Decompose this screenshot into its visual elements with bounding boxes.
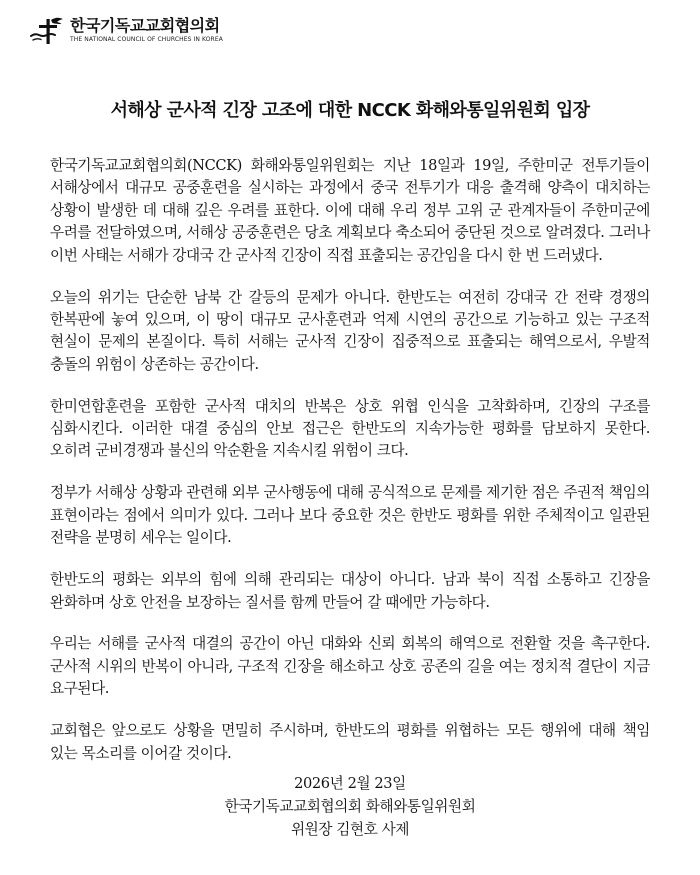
paragraph-4: 정부가 서해상 상황과 관련해 외부 군사행동에 대해 공식적으로 문제를 제기한 점은 주권적 책임의 표현이라는 점에서 의미가 있다. 그러나 보다 중요한 것은 한반도 평화를 위한 주체적이고 일관된 전략을 분명히 세우는 일이다. [50,484,650,547]
signature-date: 2026년 2월 23일 [294,775,406,792]
document-title: 서해상 군사적 긴장 고조에 대한 NCCK 화해와통일위원회 입장 [110,100,590,121]
signature-block [0,772,700,841]
paragraph-2: 오늘의 위기는 단순한 남북 간 갈등의 문제가 아니다. 한반도는 여전히 강대국 간 전략 경쟁의 한복판에 놓여 있으며, 이 땅이 대규모 군사훈련과 억제 시연의 공간으로 기능하고 있는 구조적 현실이 문제의 본질이다. 특히 서해는 군사적 긴장이 집중적으로 표출되는 해역으로서, 우발적 충돌의 위험이 상존하는 공간이다. [50,288,650,373]
org-name-english: THE NATIONAL COUNCIL OF CHURCHES IN KOREA [70,36,223,43]
letterhead [30,14,223,48]
paragraph-1: 한국기독교교회협의회(NCCK) 화해와통일위원회는 지난 18일과 19일, 주한미군 전투기들이 서해상에서 대규모 공중훈련을 실시하는 과정에서 중국 전투기가 대응 출격해 양측이 대치하는 상황이 발생한 데 대해 깊은 우려를 표한다. 이에 대해 우리 정부 고위 군 관계자들이 주한미군에 우려를 전달하였으며, 서해상 공중훈련은 당초 계획보다 축소되어 중단된 것으로 알려졌다. 그러나 이번 사태는 서해가 강대국 간 군사적 긴장이 직접 표출되는 공간임을 다시 한 번 드러냈다. [50,157,650,264]
paragraph-5: 한반도의 평화는 외부의 힘에 의해 관리되는 대상이 아니다. 남과 북이 직접 소통하고 긴장을 완화하며 상호 안전을 보장하는 질서를 함께 만들어 갈 때에만 가능하다. [50,571,650,611]
signature-organization: 한국기독교교회협의회 화해와통일위원회 [224,798,476,815]
signature-signer: 위원장 김현호 사제 [290,821,410,838]
paragraph-7: 교회협은 앞으로도 상황을 면밀히 주시하며, 한반도의 평화를 위협하는 모든 행위에 대해 책임 있는 목소리를 이어갈 것이다. [50,722,650,762]
paragraph-6: 우리는 서해를 군사적 대결의 공간이 아닌 대화와 신뢰 회복의 해역으로 전환할 것을 촉구한다. 군사적 시위의 반복이 아니라, 구조적 긴장을 해소하고 상호 공존의 길을 여는 정치적 결단이 지금 요구된다. [50,635,650,698]
org-name-korean: 한국기독교교회협의회 [70,16,220,35]
ncck-logo-icon [30,14,66,48]
statement-body [50,155,650,784]
paragraph-3: 한미연합훈련을 포함한 군사적 대치의 반복은 상호 위협 인식을 고착화하며, 긴장의 구조를 심화시킨다. 이러한 대결 중심의 안보 접근은 한반도의 지속가능한 평화를 담보하지 못한다. 오히려 군비경쟁과 불신의 악순환을 지속시킬 위험이 크다. [50,397,650,460]
